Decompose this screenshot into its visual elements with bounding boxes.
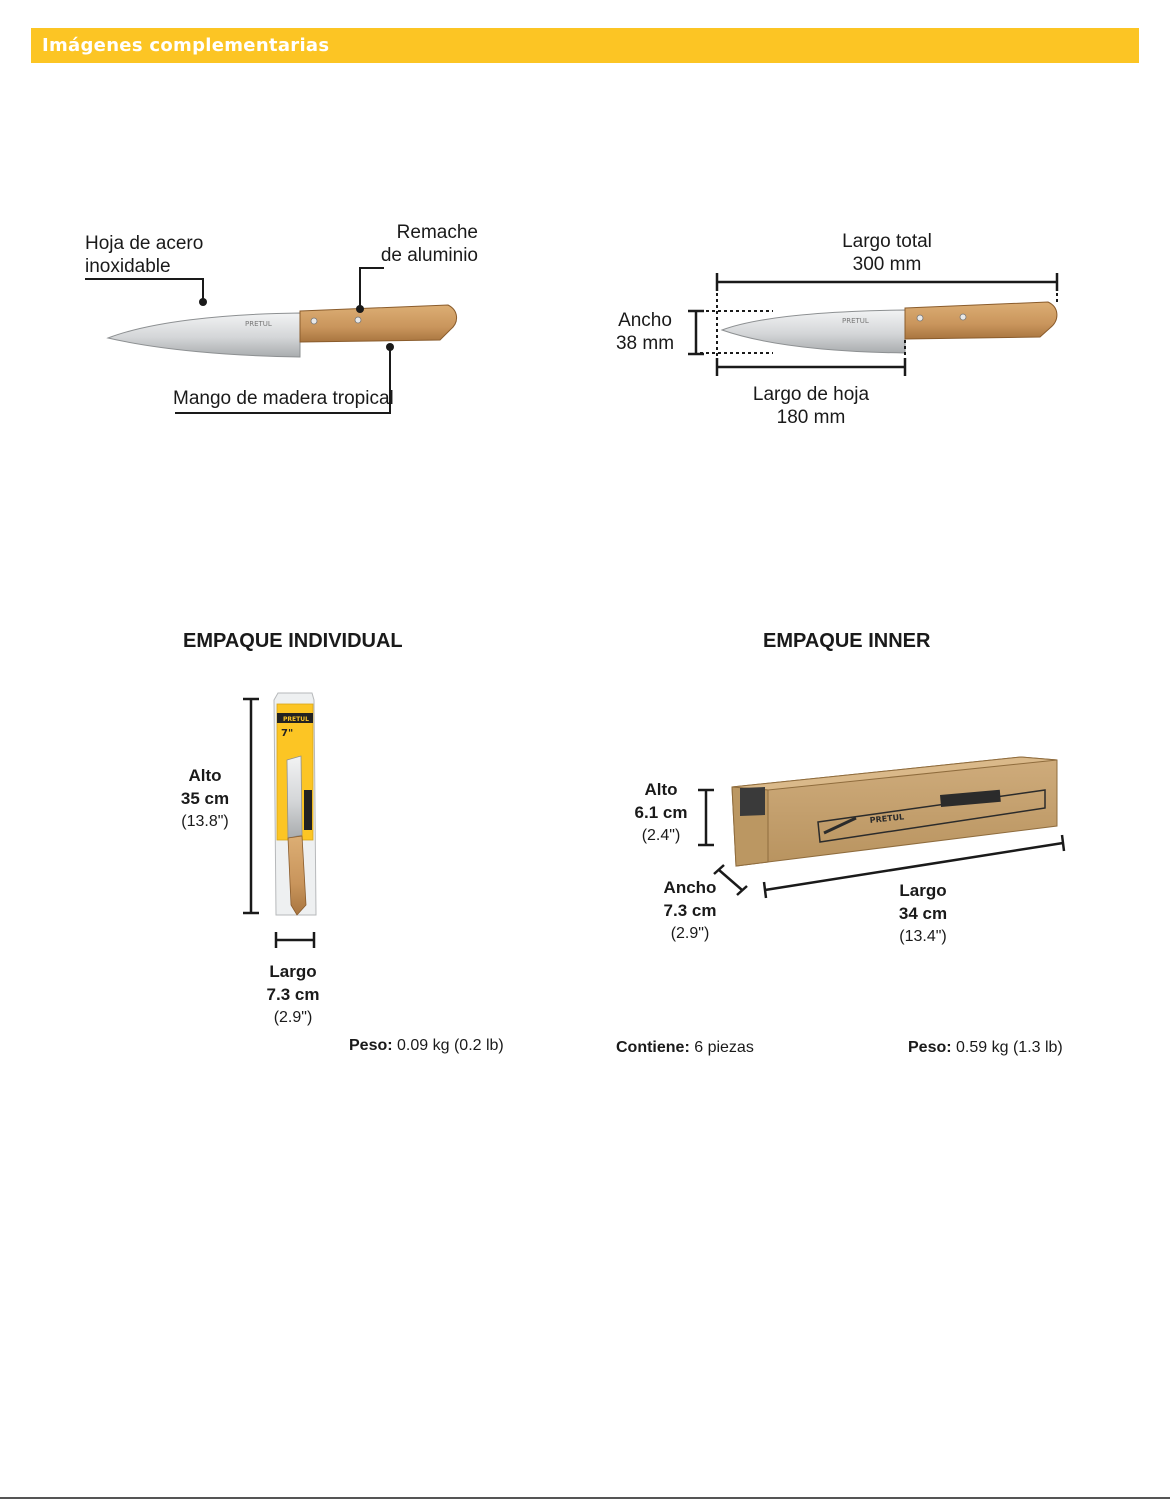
svg-text:PRETUL: PRETUL: [869, 812, 905, 825]
individual-length-title: Largo: [269, 962, 317, 981]
inner-height-imperial: (2.4"): [641, 827, 681, 844]
inner-weight: [908, 1039, 1063, 1057]
handle-material-label: Mango de madera tropical: [173, 388, 394, 409]
inner-contains: [616, 1039, 754, 1057]
blade-material-label: [85, 232, 203, 278]
knife-width-title: Ancho: [618, 310, 672, 331]
inner-length-value: 34 cm: [898, 904, 948, 923]
individual-length-imperial: (2.9"): [273, 1009, 313, 1026]
svg-text:7": 7": [281, 728, 294, 739]
inner-contains-title: Contiene:: [616, 1039, 690, 1056]
total-length-title: Largo total: [842, 231, 932, 252]
blade-length-value: 180 mm: [776, 407, 846, 428]
inner-weight-title: Peso:: [908, 1039, 952, 1056]
total-length-label: [820, 230, 954, 276]
rivet-label-line-2: de aluminio: [380, 245, 478, 266]
svg-text:PRETUL: PRETUL: [245, 320, 272, 328]
blade-label-line-1: Hoja de acero: [85, 233, 204, 254]
inner-length-imperial: (13.4"): [899, 928, 947, 945]
svg-text:PRETUL: PRETUL: [283, 716, 309, 723]
individual-length-label: [258, 961, 328, 1029]
inner-box-image: [732, 757, 1057, 866]
section-title: Imágenes complementarias: [42, 35, 330, 56]
individual-package-image: [274, 693, 316, 915]
inner-width-imperial: (2.9"): [670, 925, 710, 942]
knife-width-value: 38 mm: [615, 333, 675, 354]
knife-right: [722, 302, 1057, 353]
inner-width-value: 7.3 cm: [663, 901, 717, 920]
individual-weight-title: Peso:: [349, 1037, 393, 1054]
individual-pack-title: EMPAQUE INDIVIDUAL: [183, 630, 403, 652]
inner-height-label: [626, 779, 696, 847]
inner-pack-title: EMPAQUE INNER: [763, 630, 931, 652]
total-length-value: 300 mm: [852, 254, 922, 275]
individual-weight-value: 0.09 kg (0.2 lb): [397, 1037, 504, 1054]
inner-height-value: 6.1 cm: [634, 803, 688, 822]
inner-width-title: Ancho: [663, 878, 717, 897]
inner-height-title: Alto: [644, 780, 678, 799]
blade-length-title: Largo de hoja: [752, 384, 870, 405]
individual-weight: [349, 1037, 504, 1055]
individual-height-label: [170, 765, 240, 833]
knife-left: [108, 305, 457, 357]
inner-width-label: [652, 877, 728, 945]
page-bottom-rule: [0, 1497, 1170, 1499]
individual-length-value: 7.3 cm: [266, 985, 320, 1004]
blade-label-line-2: inoxidable: [85, 256, 171, 277]
individual-height-value: 35 cm: [180, 789, 230, 808]
individual-height-title: Alto: [188, 766, 222, 785]
svg-text:PRETUL: PRETUL: [842, 317, 869, 325]
rivet-material-label: [378, 221, 478, 267]
inner-length-label: [888, 880, 958, 948]
inner-contains-value: 6 piezas: [694, 1039, 754, 1056]
individual-height-imperial: (13.8"): [181, 813, 229, 830]
knife-width-label: [612, 309, 678, 355]
inner-length-title: Largo: [899, 881, 947, 900]
inner-weight-value: 0.59 kg (1.3 lb): [956, 1039, 1063, 1056]
rivet-label-line-1: Remache: [396, 222, 478, 243]
blade-length-label: [741, 383, 881, 429]
